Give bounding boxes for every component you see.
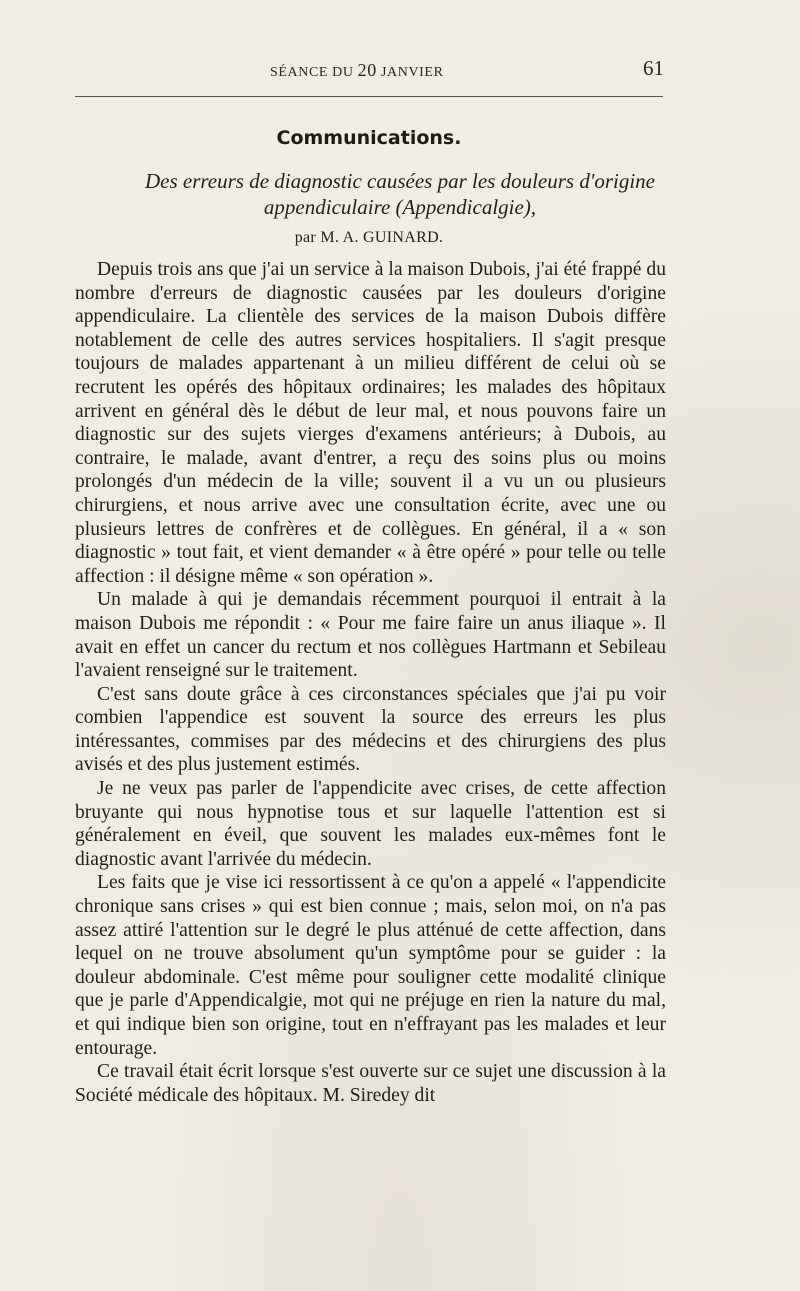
paragraph: Ce travail était écrit lorsque s'est ouverte sur ce sujet une discussion à la Société médicale des hôpitaux. M. Siredey dit	[75, 1061, 666, 1106]
paragraph: Les faits que je vise ici ressortissent à ce qu'on a appelé « l'appendicite chronique sans crises » qui est bien connue ; mais, selon moi, on n'a pas assez attiré l'attention sur le degré le plus atténué de cette affection, dans lequel on ne trouve absolument qu'un symptôme pour se guider : la douleur abdominale. C'est même pour souligner cette modalité clinique que je parle d'Appendicalgie, mot qui ne préjuge en rien la nature du mal, et qui indique bien son origine, tout en n'effrayant pas les malades et leur entourage.	[75, 872, 666, 1059]
section-title: Communications.	[276, 127, 462, 149]
running-title-post: JANVIER	[376, 65, 444, 80]
running-header	[270, 60, 444, 81]
page-number: 61	[643, 56, 664, 80]
running-title-number: 20	[357, 60, 377, 80]
article-title: Des erreurs de diagnostic causées par les douleurs d'origine appendiculaire (Appendicalgie),	[145, 169, 655, 219]
paragraph: C'est sans doute grâce à ces circonstances spéciales que j'ai pu voir combien l'appendice est souvent la source des erreurs les plus intéressantes, commises par des médecins et des chirurgiens des plus avisés et des plus justement estimés.	[75, 683, 666, 776]
paragraph: Un malade à qui je demandais récemment pourquoi il entrait à la maison Dubois me répondit : « Pour me faire faire un anus iliaque ». Il avait en effet un cancer du rectum et nos collègues Hartmann et Sebileau l'avaient renseigné sur le traitement.	[75, 589, 666, 682]
header-rule	[75, 96, 663, 97]
paragraph: Je ne veux pas parler de l'appendicite avec crises, de cette affection bruyante qui nous hypnotise tous et sur laquelle l'attention est si généralement en éveil, que souvent les malades eux-mêmes font le diagnostic avant l'arrivée du médecin.	[75, 778, 666, 870]
running-title-pre: SÉANCE DU	[270, 65, 358, 80]
article-byline: par M. A. GUINARD.	[294, 229, 444, 246]
paragraph: Depuis trois ans que j'ai un service à la maison Dubois, j'ai été frappé du nombre d'erreurs de diagnostic causées par les douleurs d'origine appendiculaire. La clientèle des services de la maison Dubois diffère notablement de celle des autres services hospitaliers. Il s'agit presque toujours de malades appartenant à un milieu différent de celui où se recrutent les opérés des hôpitaux ordinaires; les malades des hôpitaux arrivent en général dès le début de leur mal, et nous pouvons faire un diagnostic sur des sujets vierges d'examens antérieurs; à Dubois, au contraire, le malade, avant d'entrer, a reçu des soins plus ou moins prolongés d'un médecin de la ville; souvent il a vu un ou plusieurs chirurgiens, et nous arrive avec une consultation écrite, avec une ou plusieurs lettres de confrères et de collègues. En général, il a « son diagnostic » tout fait, et vient demander « à être opéré » pour telle ou telle affection : il désigne même « son opération ».	[75, 259, 666, 587]
article-body	[75, 258, 666, 1107]
